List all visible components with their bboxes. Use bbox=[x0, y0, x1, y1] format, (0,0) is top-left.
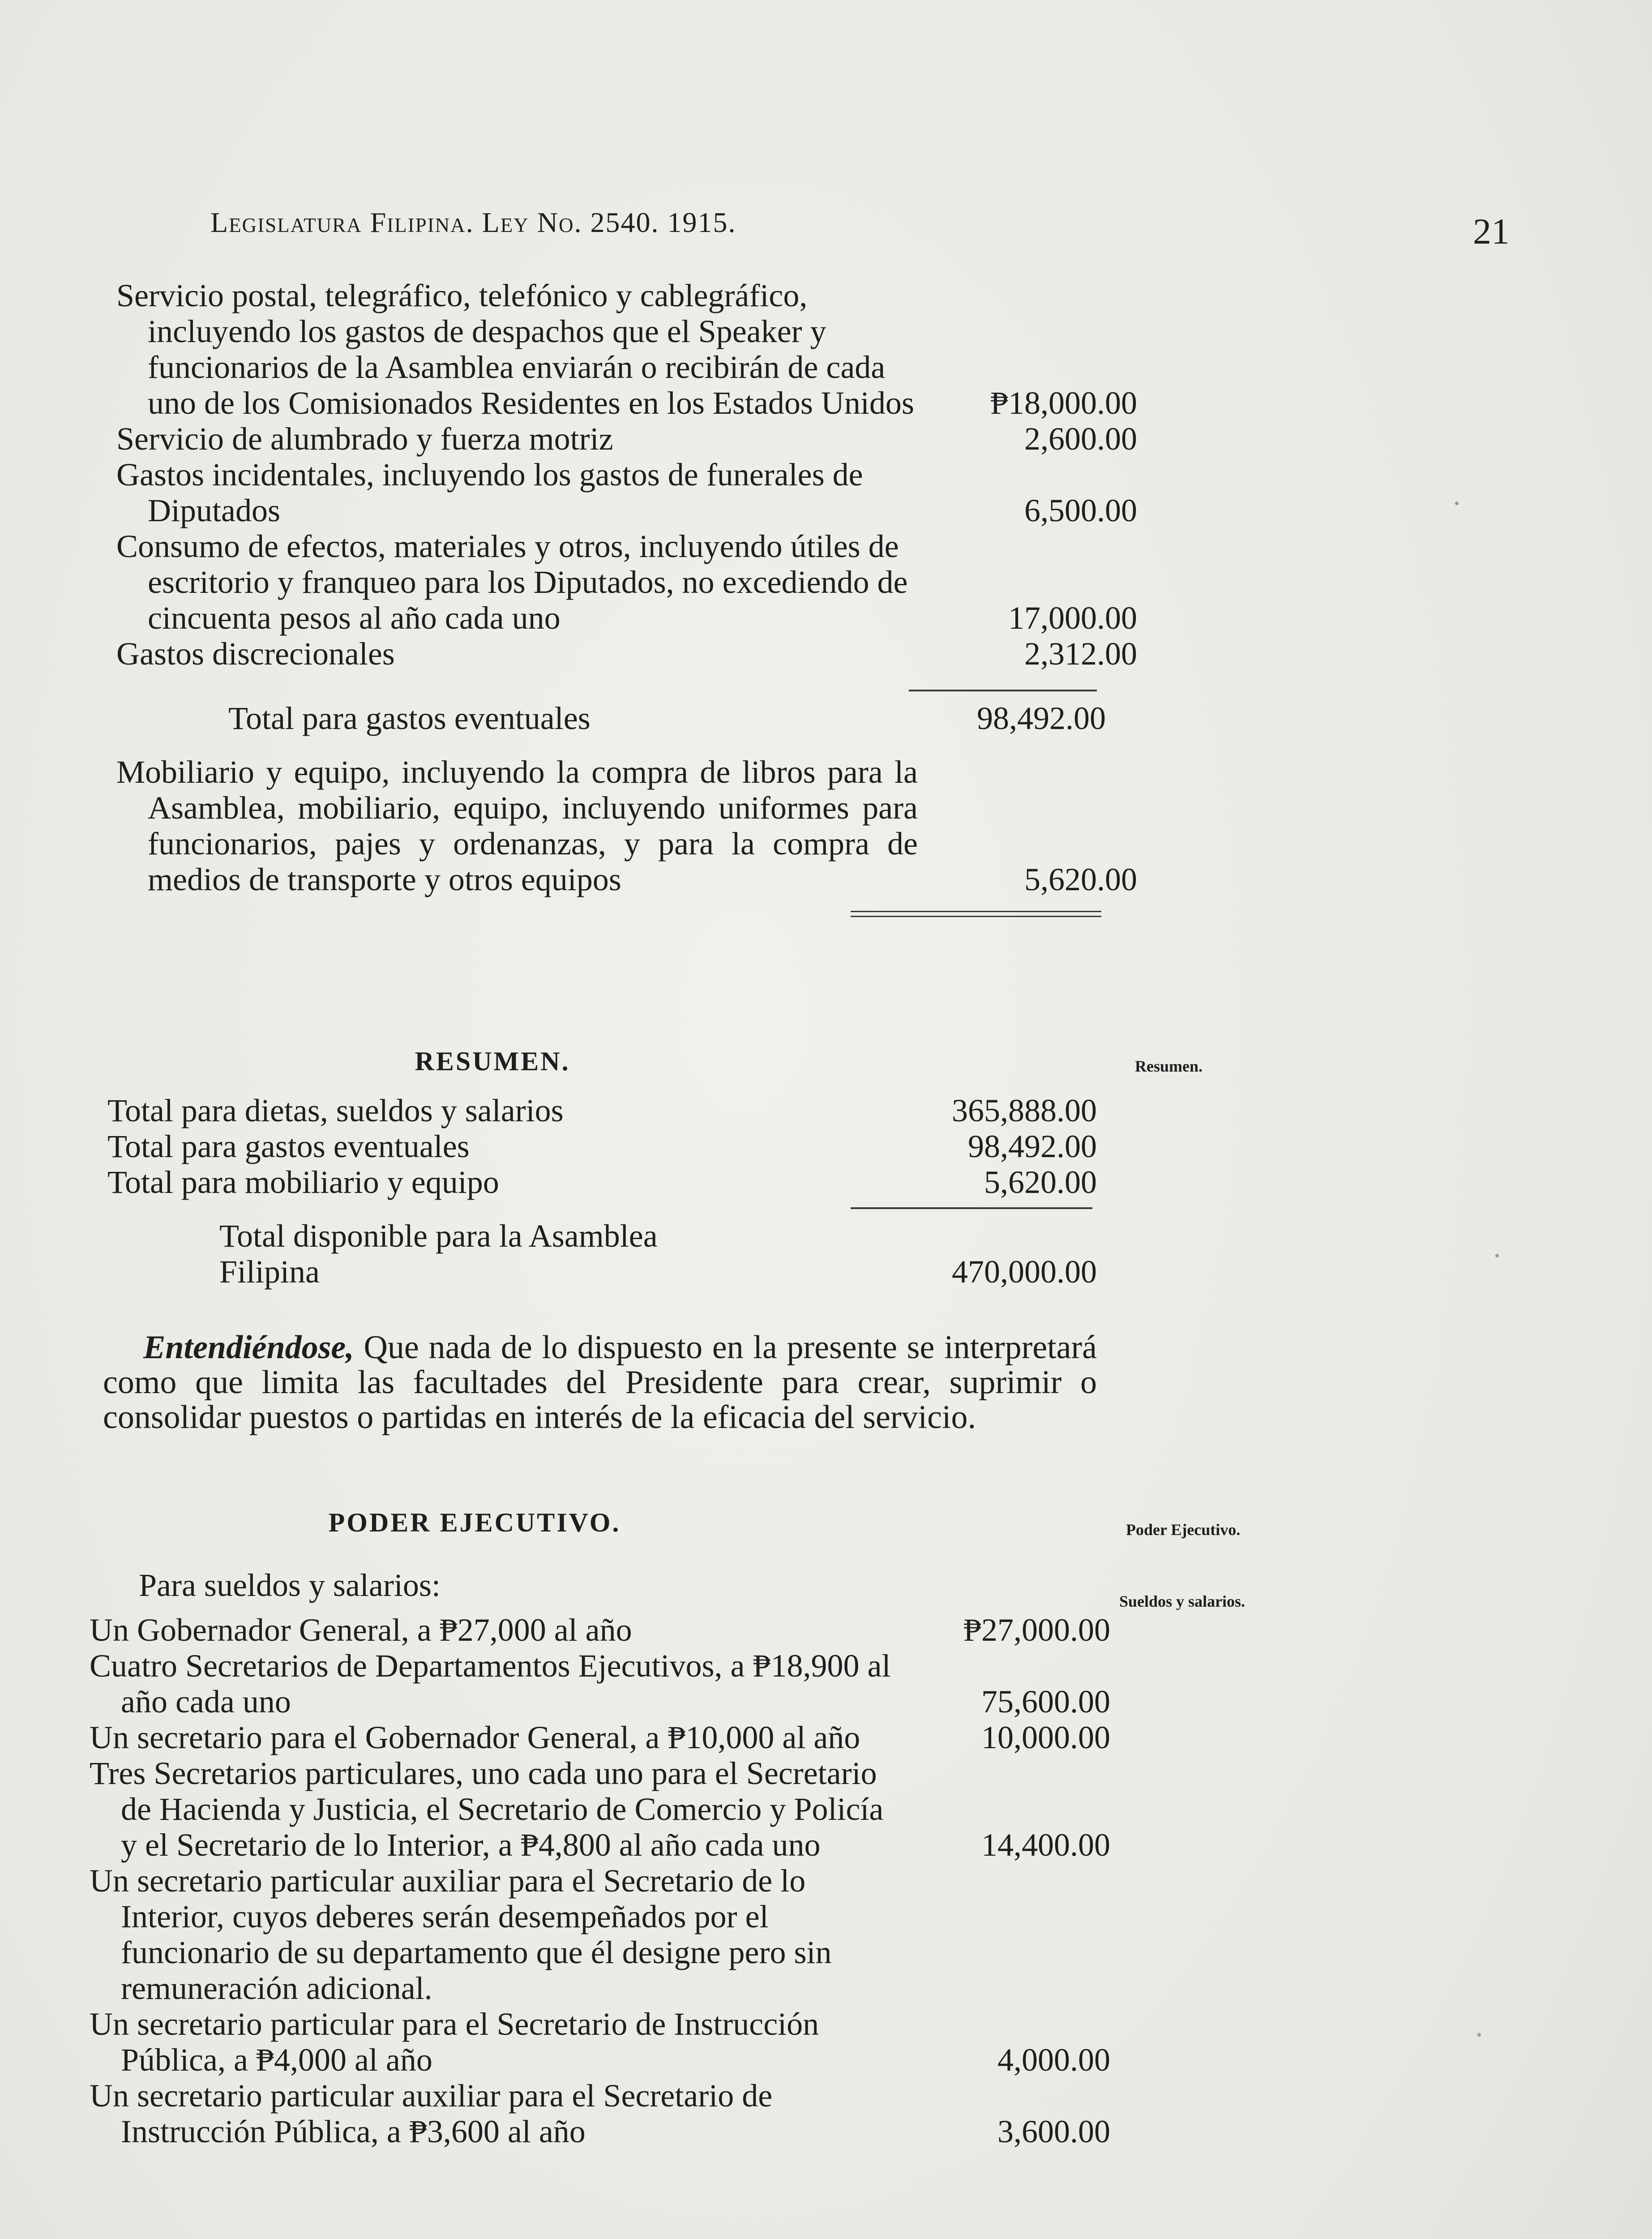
poder-row-text: Un secretario particular auxiliar para el Secretario de lo Interior, cuyos deberes serán desempeñados por el funcionario de su departamento que él designe pero sin remuneración adicional. bbox=[90, 1863, 832, 2006]
poder-row bbox=[90, 1720, 1110, 1755]
resumen-row bbox=[107, 1128, 1097, 1164]
mobiliario-entry bbox=[116, 754, 1137, 897]
total-amount: 98,492.00 bbox=[977, 700, 1106, 736]
entry-amount: ₱18,000.00 bbox=[990, 385, 1137, 421]
poder-row-text: Un secretario para el Gobernador General, a ₱10,000 al año bbox=[90, 1720, 860, 1755]
poder-row-amount: 4,000.00 bbox=[997, 2042, 1110, 2078]
poder-row-amount: ₱27,000.00 bbox=[963, 1612, 1110, 1648]
expense-entry bbox=[116, 278, 1137, 421]
entry-text: Servicio de alumbrado y fuerza motriz bbox=[116, 421, 613, 457]
expense-entry bbox=[116, 421, 1137, 457]
entry-text: Consumo de efectos, materiales y otros, incluyendo útiles de escritorio y franqueo para los Diputados, no excediendo de cincuenta pesos al año cada uno bbox=[116, 528, 908, 636]
resumen-title: RESUMEN. bbox=[415, 1047, 570, 1076]
poder-row-text: Tres Secretarios particulares, uno cada uno para el Secretario de Hacienda y Justicia, el Secretario de Comercio y Policía y el Secretario de lo Interior, a ₱4,800 al año cada uno bbox=[90, 1755, 884, 1863]
entry-amount: 6,500.00 bbox=[1024, 493, 1137, 528]
poder-row-text: Un secretario particular para el Secretario de Instrucción Pública, a ₱4,000 al año bbox=[90, 2006, 819, 2078]
running-header: Legislatura Filipina. Ley No. 2540. 1915. bbox=[210, 206, 736, 238]
resumen-label: Total para dietas, sueldos y salarios bbox=[107, 1093, 564, 1128]
poder-title: PODER EJECUTIVO. bbox=[328, 1508, 621, 1537]
poder-row bbox=[90, 2078, 1110, 2149]
entry-text: Mobiliario y equipo, incluyendo la compra de libros para la Asamblea, mobiliario, equipo, incluyendo uniformes para funcionarios, pajes y ordenanzas, y para la compra de medios de transporte y otros equipos bbox=[116, 754, 918, 897]
resumen-total-label: Total disponible para la Asamblea Filipina bbox=[219, 1218, 658, 1290]
poder-row bbox=[90, 1755, 1110, 1863]
resumen-amount: 365,888.00 bbox=[952, 1093, 1097, 1128]
entry-text: Gastos incidentales, incluyendo los gastos de funerales de Diputados bbox=[116, 457, 863, 528]
poder-row-text: Un secretario particular auxiliar para el Secretario de Instrucción Pública, a ₱3,600 al año bbox=[90, 2078, 773, 2149]
poder-row-amount: 3,600.00 bbox=[997, 2114, 1110, 2149]
expense-entry bbox=[116, 636, 1137, 672]
margin-note-sueldos: Sueldos y salarios. bbox=[1119, 1592, 1245, 1610]
expense-entry bbox=[116, 457, 1137, 528]
resumen-row bbox=[107, 1164, 1097, 1200]
poder-row bbox=[90, 1612, 1110, 1648]
expense-entry bbox=[116, 528, 1137, 636]
resumen-row bbox=[107, 1093, 1097, 1128]
resumen-amount: 5,620.00 bbox=[984, 1164, 1097, 1200]
scan-speck bbox=[1477, 2033, 1481, 2037]
proviso-paragraph bbox=[103, 1330, 1097, 1435]
poder-row-amount: 10,000.00 bbox=[981, 1720, 1110, 1755]
resumen-rule bbox=[851, 1207, 1092, 1209]
entry-text: Servicio postal, telegráfico, telefónico y cablegráfico, incluyendo los gastos de despachos que el Speaker y funcionarios de la Asamblea enviarán o recibirán de cada uno de los Comisionados Residentes en los Estados Unidos bbox=[116, 278, 914, 421]
margin-note-resumen: Resumen. bbox=[1135, 1057, 1203, 1075]
resumen-label: Total para gastos eventuales bbox=[107, 1128, 470, 1164]
resumen-section bbox=[107, 1043, 1097, 1290]
expense-list bbox=[116, 278, 1137, 917]
resumen-label: Total para mobiliario y equipo bbox=[107, 1164, 499, 1200]
total-label: Total para gastos eventuales bbox=[228, 700, 591, 736]
poder-subtitle: Para sueldos y salarios: bbox=[139, 1567, 441, 1603]
page-number: 21 bbox=[1473, 211, 1510, 252]
poder-section bbox=[90, 1505, 1110, 2149]
entry-text: Gastos discrecionales bbox=[116, 636, 395, 672]
poder-row-text: Cuatro Secretarios de Departamentos Ejecutivos, a ₱18,900 al año cada uno bbox=[90, 1648, 891, 1720]
resumen-total-amount: 470,000.00 bbox=[952, 1254, 1097, 1290]
proviso-text: Que nada de lo dispuesto en la presente se interpretará como que limita las facultades del Presidente para crear, suprimir o consolidar puestos o partidas en interés de la eficacia del servicio. bbox=[103, 1329, 1097, 1436]
entry-amount: 5,620.00 bbox=[1024, 862, 1137, 897]
poder-row-text: Un Gobernador General, a ₱27,000 al año bbox=[90, 1612, 632, 1648]
resumen-amount: 98,492.00 bbox=[968, 1128, 1097, 1164]
resumen-total bbox=[107, 1218, 1097, 1290]
scan-speck bbox=[1495, 1254, 1499, 1257]
entry-amount: 17,000.00 bbox=[1008, 600, 1137, 636]
subtotal-rule bbox=[909, 690, 1097, 691]
poder-row-amount: 75,600.00 bbox=[981, 1684, 1110, 1720]
double-rule bbox=[851, 911, 1101, 917]
poder-row bbox=[90, 2006, 1110, 2078]
scan-speck bbox=[1455, 502, 1459, 505]
entry-amount: 2,600.00 bbox=[1024, 421, 1137, 457]
proviso-lead: Entendiéndose, bbox=[143, 1329, 354, 1366]
entry-amount: 2,312.00 bbox=[1024, 636, 1137, 672]
margin-note-poder: Poder Ejecutivo. bbox=[1126, 1521, 1241, 1539]
total-eventuales bbox=[116, 700, 1106, 736]
poder-row bbox=[90, 1648, 1110, 1720]
poder-row-amount: 14,400.00 bbox=[981, 1827, 1110, 1863]
poder-row bbox=[90, 1863, 1079, 2006]
